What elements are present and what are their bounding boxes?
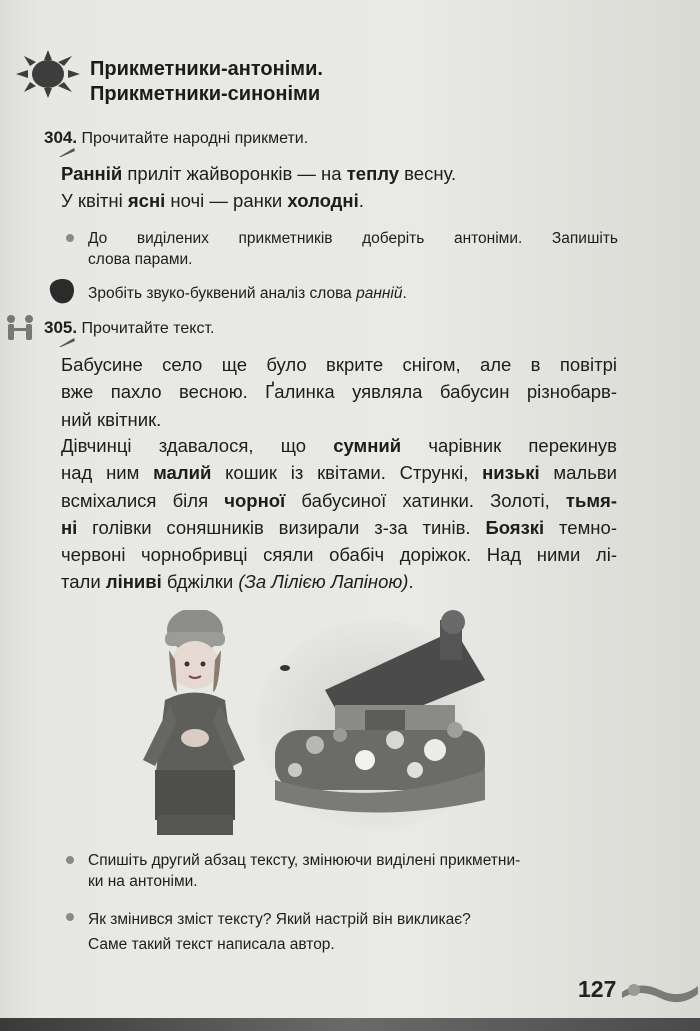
pen-icon [58, 336, 76, 348]
highlighted-adjective: сумний [333, 435, 402, 456]
paragraph-line [61, 514, 617, 541]
text-run: темно- [544, 516, 617, 538]
text-run: чарівник перекинув [401, 435, 617, 456]
text-run: ний квітник. [61, 408, 162, 430]
paragraph-line [61, 459, 617, 486]
text-run: бджілки [161, 571, 239, 593]
paragraph-line [61, 487, 617, 514]
bullet-text-line: Як змінився зміст тексту? Який настрій він викликає? [88, 911, 471, 928]
text-run: всміхалися біля [61, 489, 225, 511]
task-bullet-1 [88, 228, 618, 270]
bullet-icon [66, 913, 74, 921]
text-run: бабусиної хатинки. Золоті, [285, 489, 566, 511]
exercise-number: 305. [44, 318, 78, 337]
bullet-text: Зробіть звуко-буквений аналіз слова [88, 285, 357, 302]
highlighted-adjective: чорної [224, 489, 286, 511]
text-run: . [358, 190, 364, 211]
exercise-instruction: Прочитайте народні прикмети. [81, 130, 309, 147]
text-run: Бабусине село ще було вкрите снігом, але в повітрі [61, 354, 617, 375]
author-credit: (За Лілією Лапіною) [238, 571, 409, 593]
page-title [90, 57, 323, 107]
paragraph-line [61, 406, 617, 433]
flower-decoration-icon [620, 972, 700, 1012]
highlighted-adjective: холодні [287, 190, 359, 211]
text-run: ночі — ранки [165, 190, 288, 211]
text-paragraph-2 [61, 432, 617, 596]
bullet-text-line: Саме такий текст написала автор. [88, 936, 335, 953]
bottom-edge-shadow [0, 1018, 700, 1031]
text-run: весну. [399, 163, 457, 184]
proverb-line-2 [61, 187, 456, 214]
bullet-text-end: . [402, 285, 407, 302]
title-line-1: Прикметники-антоніми. [90, 58, 323, 80]
highlighted-adjective: ліниві [105, 571, 162, 593]
paragraph-line [61, 568, 617, 595]
text-run: над ним [61, 462, 154, 484]
highlighted-adjective: низькі [482, 462, 540, 484]
task-bullet-4 [88, 907, 618, 957]
text-run: . [408, 571, 414, 593]
highlighted-adjective: тьмя- [565, 489, 617, 511]
illustration-girl-and-house [135, 610, 495, 845]
page-number: 127 [578, 976, 617, 1002]
paragraph-line [61, 541, 617, 568]
bullet-text-line: До виділених прикметників доберіть антоніми. Запишіть [88, 230, 618, 247]
exercise-number: 304. [44, 128, 78, 147]
pair-work-icon [2, 314, 40, 342]
text-run: тали [61, 571, 106, 593]
proverb-line-1 [61, 160, 456, 187]
text-run: червоні чорнобривці сяяли обабіч доріжок. Над ними лі- [61, 544, 617, 566]
sun-section-icon [14, 50, 82, 98]
text-run: голівки соняшників визирали з-за тинів. [77, 516, 486, 538]
text-run: вже пахло весною. Ґалинка уявляла бабусин різнобарв- [61, 381, 617, 403]
exercise-304-heading [44, 127, 308, 150]
bullet-text-line: ки на антоніми. [88, 873, 198, 890]
text-run: приліт жайворонків — на [122, 163, 347, 184]
text-run: Дівчинці здавалося, що [61, 435, 334, 456]
analysis-word: ранній [356, 285, 403, 302]
title-line-2: Прикметники-синоніми [90, 83, 321, 105]
bullet-icon [66, 856, 74, 864]
text-run: мальви [539, 462, 618, 484]
exercise-instruction: Прочитайте текст. [81, 320, 215, 337]
text-paragraph-1 [61, 351, 617, 433]
sound-analysis-icon [46, 277, 76, 305]
bullet-text-line: слова парами. [88, 251, 193, 268]
paragraph-line [61, 378, 617, 405]
highlighted-adjective: теплу [346, 163, 400, 184]
highlighted-adjective: ясні [127, 190, 166, 211]
bullet-text-line: Спишіть другий абзац тексту, змінюючи виділені прикметни- [88, 852, 521, 869]
text-run: кошик із квітами. Стрункі, [211, 462, 483, 484]
paragraph-line [61, 432, 617, 459]
highlighted-adjective: Боязкі [485, 516, 545, 538]
proverbs [61, 160, 456, 214]
highlighted-adjective: малий [153, 462, 212, 484]
text-run: У квітні [61, 190, 128, 211]
pen-icon [58, 146, 76, 158]
highlighted-adjective: Ранній [61, 163, 123, 184]
bullet-icon [66, 234, 74, 242]
highlighted-adjective: ні [61, 516, 78, 538]
task-bullet-2 [88, 283, 407, 304]
paragraph-line [61, 351, 617, 378]
task-bullet-3 [88, 850, 618, 892]
